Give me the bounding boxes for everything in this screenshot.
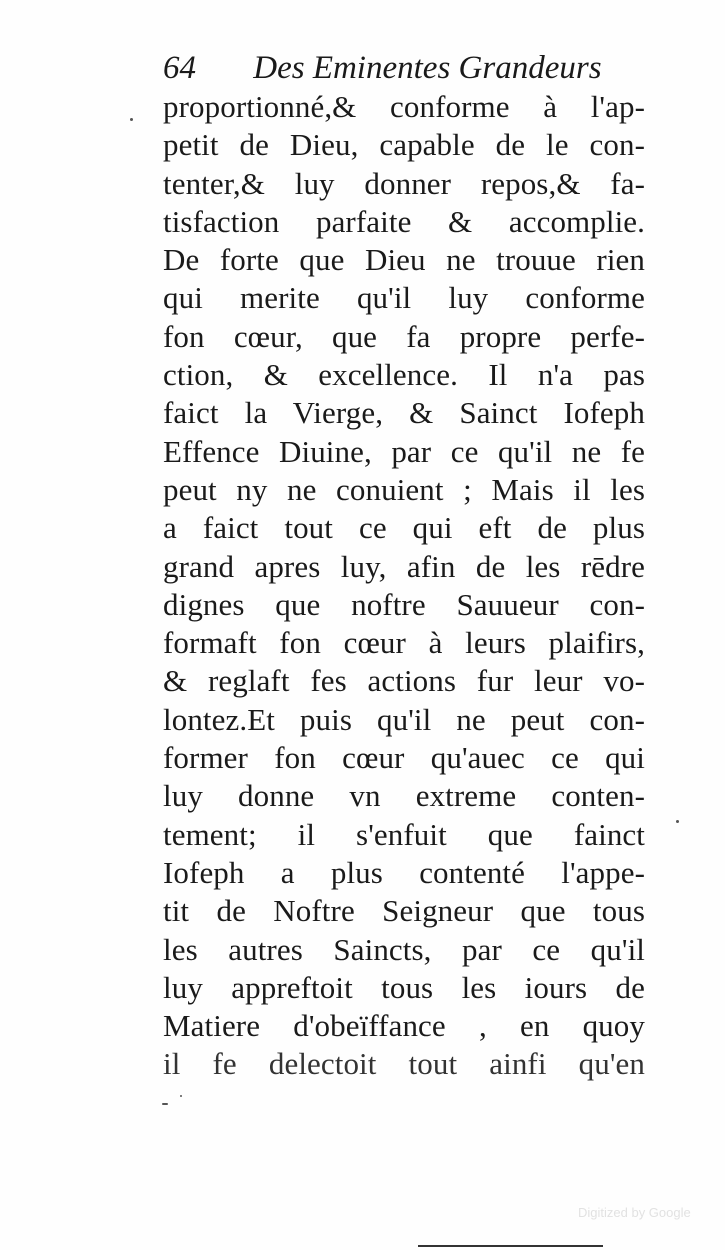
text-line: grand apres luy, afin de les rēdre bbox=[163, 548, 645, 584]
text-line: les autres Saincts, par ce qu'il bbox=[163, 931, 645, 967]
text-line: qui merite qu'il luy conforme bbox=[163, 280, 645, 316]
text-line: tit de Noftre Seigneur que tous bbox=[163, 893, 645, 929]
text-line: petit de Dieu, capable de le con- bbox=[163, 127, 645, 163]
text-line: proportionné,& conforme à l'ap- bbox=[163, 89, 645, 124]
text-line: lontez.Et puis qu'il ne peut con- bbox=[163, 701, 645, 737]
text-line: De forte que Dieu ne trouue rien bbox=[163, 242, 645, 278]
running-header bbox=[163, 48, 643, 88]
text-line: Iofeph a plus contenté l'appe- bbox=[163, 854, 645, 890]
text-line: tenter,& luy donner repos,& fa- bbox=[163, 165, 645, 201]
text-line: dignes que noftre Sauueur con- bbox=[163, 586, 645, 622]
bottom-rule bbox=[418, 1245, 603, 1247]
running-title: Des Eminentes Grandeurs bbox=[253, 50, 602, 86]
ink-speck bbox=[180, 1095, 182, 1097]
ink-speck bbox=[162, 1103, 168, 1105]
text-line: ction, & excellence. Il n'a pas bbox=[163, 357, 645, 393]
text-line: former fon cœur qu'auec ce qui bbox=[163, 740, 645, 776]
text-line: faict la Vierge, & Sainct Iofeph bbox=[163, 395, 645, 431]
text-line: luy donne vn extreme conten- bbox=[163, 778, 645, 814]
text-line: & reglaft fes actions fur leur vo- bbox=[163, 663, 645, 699]
text-line: tisfaction parfaite & accomplie. bbox=[163, 203, 645, 239]
text-line: fon cœur, que fa propre perfe- bbox=[163, 318, 645, 354]
text-line: Matiere d'obeïffance , en quoy bbox=[163, 1008, 645, 1044]
text-line: peut ny ne conuient ; Mais il les bbox=[163, 471, 645, 507]
ink-speck bbox=[130, 118, 133, 121]
text-line: a faict tout ce qui eft de plus bbox=[163, 510, 645, 546]
digitized-watermark: Digitized by Google bbox=[578, 1205, 691, 1220]
text-line: il fe delectoit tout ainfi qu'en bbox=[163, 1046, 645, 1082]
text-line: tement; il s'enfuit que fainct bbox=[163, 816, 645, 852]
text-line: Effence Diuine, par ce qu'il ne fe bbox=[163, 433, 645, 469]
body-text bbox=[163, 88, 645, 1084]
text-line: formaft fon cœur à leurs plaifirs, bbox=[163, 625, 645, 661]
ink-speck bbox=[676, 820, 679, 823]
page-number: 64 bbox=[163, 50, 196, 86]
text-line: luy appreftoit tous les iours de bbox=[163, 969, 645, 1005]
